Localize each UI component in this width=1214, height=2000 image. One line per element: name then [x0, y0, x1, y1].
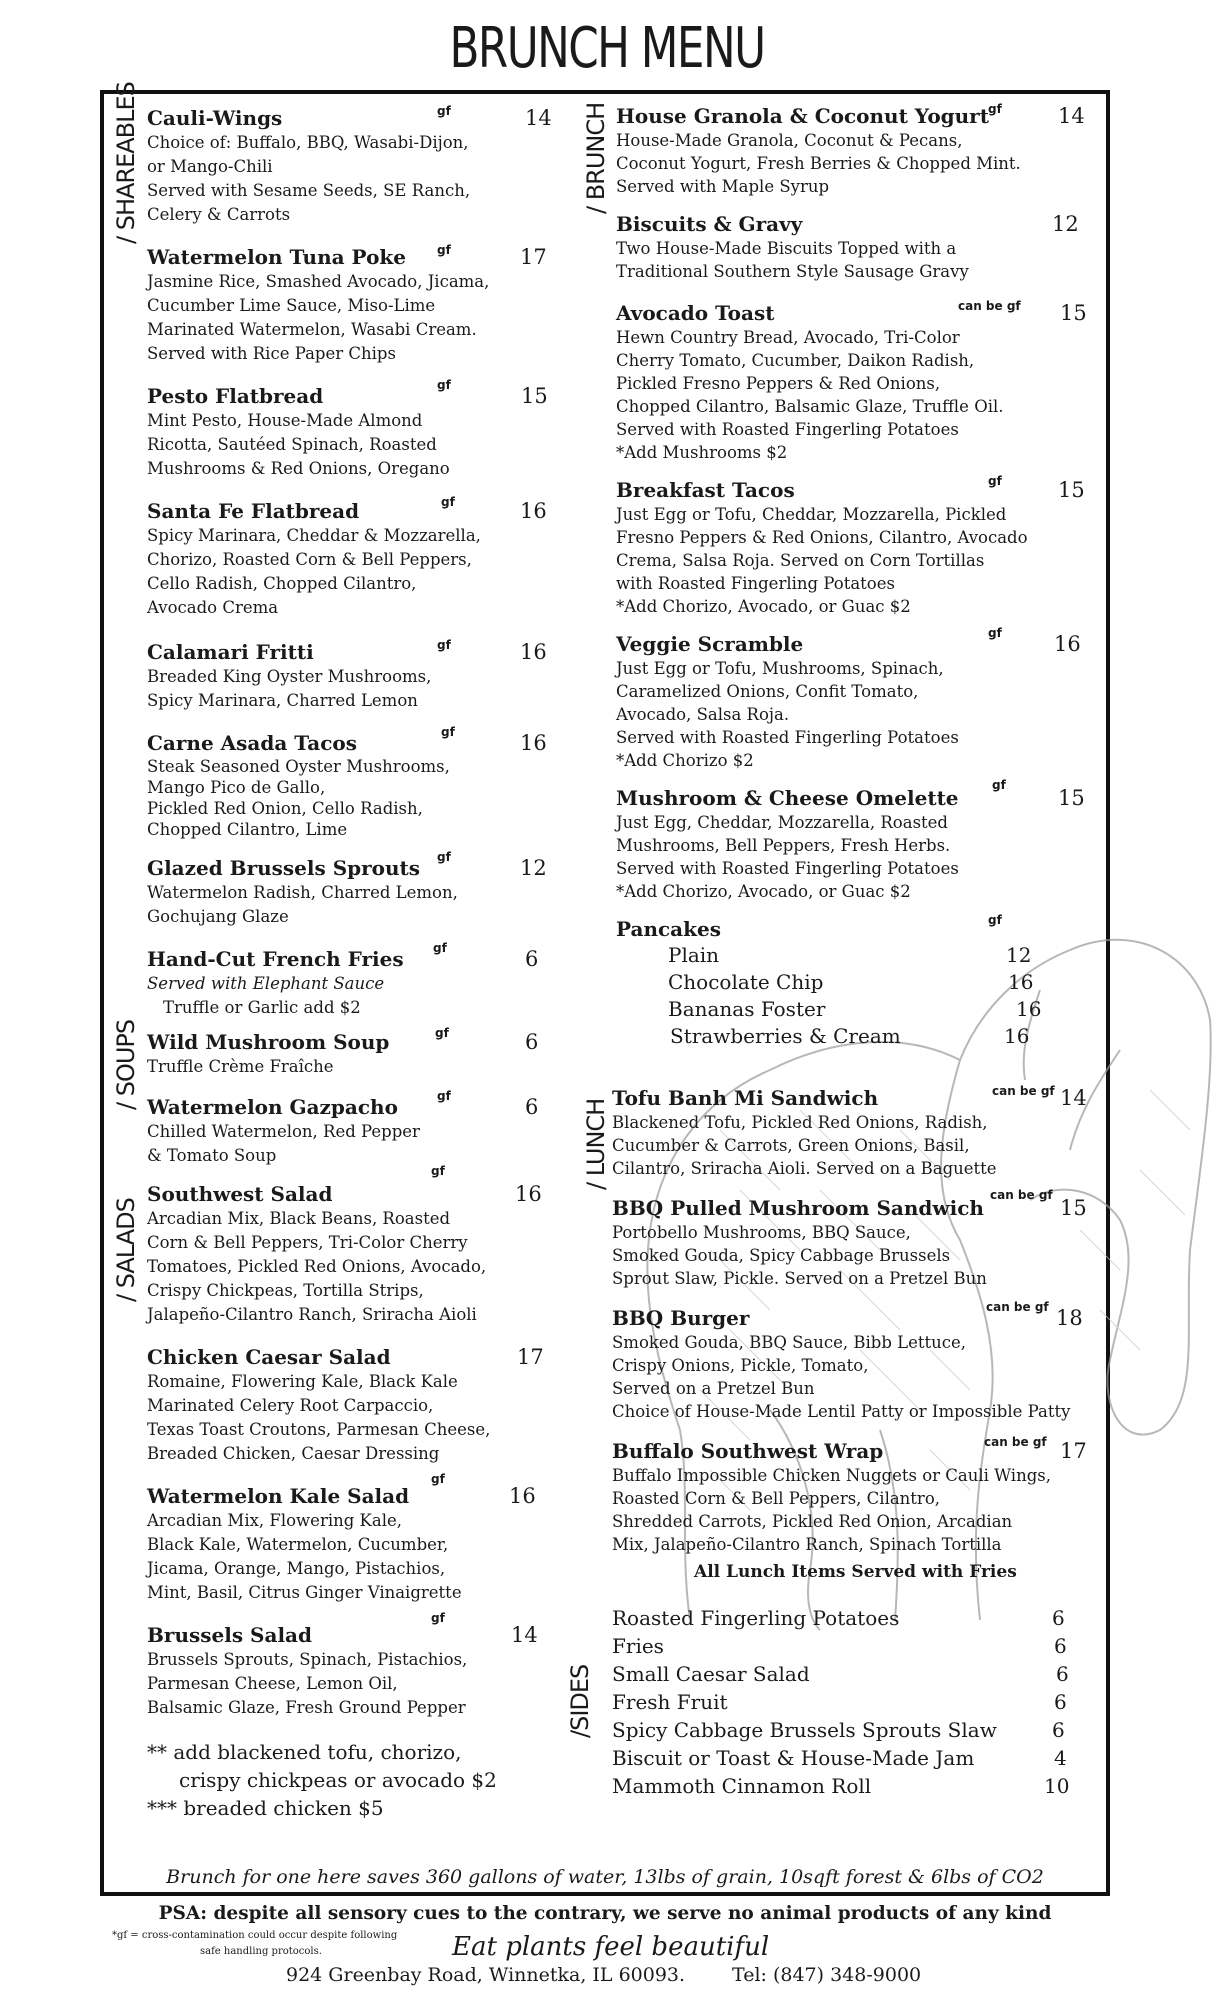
item-price: 14: [1060, 1086, 1087, 1110]
left-column: [147, 104, 552, 1822]
addon-line: *** breaded chicken $5: [147, 1796, 384, 1820]
side-item: [612, 1688, 1086, 1716]
gf-badge: gf: [435, 1026, 449, 1040]
gf-badge: can be gf: [984, 1435, 1047, 1449]
menu-item: [147, 495, 547, 620]
menu-item: [612, 1188, 1087, 1290]
item-price: 14: [511, 1623, 538, 1647]
menu-item: [147, 850, 547, 929]
pancake-label: Strawberries & Cream: [670, 1024, 901, 1048]
slogan: Eat plants feel beautiful: [452, 1932, 770, 1962]
item-name: Biscuits & Gravy: [616, 212, 803, 236]
item-price: 17: [517, 1345, 544, 1369]
menu-item: [147, 941, 547, 1020]
item-description: Arcadian Mix, Black Beans, Roasted Corn & Bell Peppers, Tri-Color Cherry Tomatoes, Pickled Red Onions, Avocado, Crispy Chickpeas, Tortilla Strips, Jalapeño-Cilantro Ranch, Sriracha Aioli: [147, 1209, 487, 1324]
gf-badge: gf: [441, 725, 455, 739]
savings-line: Brunch for one here saves 360 gallons of water, 13lbs of grain, 10sqft forest & 6lbs of CO2: [166, 1866, 1044, 1888]
addon-notes: [147, 1738, 547, 1822]
item-price: 15: [1058, 786, 1085, 810]
side-item: [612, 1604, 1086, 1632]
gf-badge: gf: [441, 495, 455, 509]
gf-badge: gf: [431, 1472, 445, 1486]
item-description: Served with Elephant Sauce: [147, 974, 385, 993]
item-price: 6: [525, 1030, 539, 1054]
side-label: Fresh Fruit: [612, 1690, 728, 1714]
menu-item: [616, 301, 1086, 464]
addon-line: ** add blackened tofu, chorizo,: [147, 1740, 462, 1764]
address: 924 Greenbay Road, Winnetka, IL 60093.: [286, 1964, 686, 1986]
side-label: Roasted Fingerling Potatoes: [612, 1606, 900, 1630]
item-name: Glazed Brussels Sprouts: [147, 856, 421, 880]
item-description: Truffle Crème Fraîche: [147, 1057, 334, 1076]
item-price: 16: [520, 731, 547, 755]
gf-badge: gf: [437, 1089, 451, 1103]
item-name: Avocado Toast: [616, 301, 775, 325]
gf-badge: can be gf: [986, 1300, 1049, 1314]
right-column: [612, 102, 1087, 1800]
pancake-price: 16: [1016, 997, 1042, 1021]
item-price: 14: [1058, 104, 1085, 128]
gf-badge: gf: [988, 102, 1002, 116]
section-label-soups: / SOUPS: [112, 1019, 140, 1110]
gf-badge: can be gf: [990, 1188, 1053, 1202]
side-price: 6: [1052, 1718, 1065, 1742]
side-item: [612, 1772, 1086, 1800]
item-price: 16: [520, 640, 547, 664]
gf-badge: gf: [988, 913, 1002, 927]
item-price: 15: [521, 384, 548, 408]
item-addon: Truffle or Garlic add $2: [163, 998, 361, 1017]
item-name: Watermelon Gazpacho: [147, 1095, 398, 1119]
gf-badge: gf: [988, 626, 1002, 640]
pancake-label: Chocolate Chip: [668, 970, 824, 994]
item-price: 17: [520, 245, 547, 269]
side-price: 10: [1044, 1774, 1070, 1798]
menu-item: [612, 1300, 1086, 1423]
item-description: Mint Pesto, House-Made Almond Ricotta, Sautéed Spinach, Roasted Mushrooms & Red Onions, Oregano: [147, 411, 450, 478]
item-price: 15: [1060, 301, 1087, 325]
item-description: Hewn Country Bread, Avocado, Tri-Color Cherry Tomato, Cucumber, Daikon Radish, Pickled Fresno Peppers & Red Onions, Chopped Cilantro, Balsamic Glaze, Truffle Oil. Served with Roasted Fingerling Potatoes *Add Mushrooms $2: [616, 328, 1004, 462]
item-name: Breakfast Tacos: [616, 478, 795, 502]
pancake-price: 16: [1004, 1024, 1030, 1048]
item-price: 16: [515, 1182, 542, 1206]
item-description: Blackened Tofu, Pickled Red Onions, Radish, Cucumber & Carrots, Green Onions, Basil, Cilantro, Sriracha Aioli. Served on a Baguette: [612, 1113, 997, 1178]
item-description: Jasmine Rice, Smashed Avocado, Jicama, Cucumber Lime Sauce, Miso-Lime Marinated Watermelon, Wasabi Cream. Served with Rice Paper Chips: [147, 272, 490, 363]
item-name: Watermelon Tuna Poke: [147, 245, 406, 269]
menu-title: BRUNCH MENU: [449, 16, 765, 81]
menu-item: [147, 1026, 547, 1079]
side-item: [612, 1716, 1086, 1744]
item-name: Southwest Salad: [147, 1182, 333, 1206]
phone: Tel: (847) 348-9000: [732, 1964, 922, 1986]
item-name: Pesto Flatbread: [147, 384, 324, 408]
pancake-price: 16: [1008, 970, 1034, 994]
section-label-salads: / SALADS: [112, 1198, 140, 1302]
item-price: 6: [525, 947, 539, 971]
item-price: 18: [1056, 1306, 1083, 1330]
pancake-label: Bananas Foster: [668, 997, 826, 1021]
item-price: 12: [1052, 212, 1079, 236]
pancake-price: 12: [1006, 943, 1032, 967]
item-description: Chilled Watermelon, Red Pepper & Tomato Soup: [147, 1122, 420, 1165]
side-label: Spicy Cabbage Brussels Sprouts Slaw: [612, 1718, 997, 1742]
side-label: Biscuit or Toast & House-Made Jam: [612, 1746, 975, 1770]
pancake-option: [616, 942, 1086, 969]
item-description: Breaded King Oyster Mushrooms, Spicy Marinara, Charred Lemon: [147, 667, 432, 710]
item-name: Mushroom & Cheese Omelette: [616, 786, 959, 810]
item-name: Tofu Banh Mi Sandwich: [612, 1086, 879, 1110]
pancake-label: Plain: [668, 943, 720, 967]
item-description: Portobello Mushrooms, BBQ Sauce, Smoked Gouda, Spicy Cabbage Brussels Sprout Slaw, Pickle. Served on a Pretzel Bun: [612, 1223, 987, 1288]
item-name: Calamari Fritti: [147, 640, 314, 664]
pancake-option: [616, 996, 1086, 1023]
item-name: BBQ Burger: [612, 1306, 750, 1330]
item-price: 16: [1054, 632, 1081, 656]
item-price: 6: [525, 1095, 539, 1119]
section-label-lunch: / LUNCH: [582, 1098, 610, 1190]
item-description: Just Egg, Cheddar, Mozzarella, Roasted Mushrooms, Bell Peppers, Fresh Herbs. Served with Roasted Fingerling Potatoes *Add Chorizo, Avocado, or Guac $2: [616, 813, 959, 901]
item-description: Steak Seasoned Oyster Mushrooms, Mango Pico de Gallo, Pickled Red Onion, Cello Radish, Chopped Cilantro, Lime: [147, 757, 450, 839]
addon-line: crispy chickpeas or avocado $2: [179, 1768, 497, 1792]
side-label: Small Caesar Salad: [612, 1662, 810, 1686]
item-price: 16: [509, 1484, 536, 1508]
menu-item: [616, 778, 1086, 903]
gf-badge: can be gf: [958, 299, 1021, 313]
item-name: Cauli-Wings: [147, 106, 283, 130]
menu-item: [147, 104, 552, 227]
side-price: 6: [1052, 1606, 1065, 1630]
item-description: Brussels Sprouts, Spinach, Pistachios, Parmesan Cheese, Lemon Oil, Balsamic Glaze, Fresh Ground Pepper: [147, 1650, 468, 1717]
menu-item: [147, 1611, 547, 1720]
gf-badge: gf: [431, 1164, 445, 1178]
item-description: Buffalo Impossible Chicken Nuggets or Cauli Wings, Roasted Corn & Bell Peppers, Cilantro, Shredded Carrots, Pickled Red Onion, Arcadian Mix, Jalapeño-Cilantro Ranch, Spinach Tortilla: [612, 1466, 1051, 1554]
side-label: Mammoth Cinnamon Roll: [612, 1774, 872, 1798]
side-item: [612, 1744, 1086, 1772]
item-description: Just Egg or Tofu, Mushrooms, Spinach, Caramelized Onions, Confit Tomato, Avocado, Salsa Roja. Served with Roasted Fingerling Potatoes *Add Chorizo $2: [616, 659, 959, 770]
gf-badge: gf: [437, 850, 451, 864]
item-name: Brussels Salad: [147, 1623, 312, 1647]
item-name: Santa Fe Flatbread: [147, 499, 360, 523]
gf-badge: gf: [433, 941, 447, 955]
gf-badge: gf: [437, 104, 451, 118]
pancake-option: [616, 969, 1086, 996]
menu-item: [147, 640, 547, 713]
section-label-sides: /SIDES: [566, 1664, 594, 1738]
lunch-section: [612, 1086, 1086, 1800]
item-name: Chicken Caesar Salad: [147, 1345, 391, 1369]
item-description: Romaine, Flowering Kale, Black Kale Marinated Celery Root Carpaccio, Texas Toast Croutons, Parmesan Cheese, Breaded Chicken, Caesar Dressing: [147, 1372, 491, 1463]
gf-badge: gf: [437, 243, 451, 257]
gf-disclaimer: safe handling protocols.: [200, 1946, 322, 1957]
item-name: Buffalo Southwest Wrap: [612, 1439, 884, 1463]
menu-item: [147, 1345, 547, 1466]
item-name: House Granola & Coconut Yogurt: [616, 104, 989, 128]
menu-item: [147, 245, 547, 366]
item-name: Carne Asada Tacos: [147, 731, 357, 755]
item-description: Two House-Made Biscuits Topped with a Traditional Southern Style Sausage Gravy: [616, 239, 969, 281]
side-label: Fries: [612, 1634, 664, 1658]
item-price: 17: [1060, 1439, 1087, 1463]
gf-badge: can be gf: [992, 1084, 1055, 1098]
side-price: 6: [1054, 1634, 1067, 1658]
side-item: [612, 1632, 1086, 1660]
gf-disclaimer: *gf = cross-contamination could occur despite following: [112, 1930, 398, 1941]
gf-badge: gf: [992, 778, 1006, 792]
menu-item: [616, 104, 1086, 198]
item-description: Smoked Gouda, BBQ Sauce, Bibb Lettuce, Crispy Onions, Pickle, Tomato, Served on a Pretzel Bun Choice of House-Made Lentil Patty or Impossible Patty: [612, 1333, 1071, 1421]
item-price: 14: [525, 106, 552, 130]
psa-line: PSA: despite all sensory cues to the contrary, we serve no animal products of any kind: [158, 1903, 1052, 1924]
menu-item: [147, 1089, 547, 1168]
side-price: 6: [1056, 1662, 1069, 1686]
item-name: Watermelon Kale Salad: [147, 1484, 410, 1508]
item-description: Choice of: Buffalo, BBQ, Wasabi-Dijon, or Mango-Chili Served with Sesame Seeds, SE Ranch, Celery & Carrots: [147, 133, 471, 224]
menu-item: [147, 725, 547, 840]
menu-item: [147, 1164, 547, 1327]
side-price: 4: [1054, 1746, 1067, 1770]
menu-item: [612, 1086, 1086, 1180]
item-description: Just Egg or Tofu, Cheddar, Mozzarella, Pickled Fresno Peppers & Red Onions, Cilantro, Avocado Crema, Salsa Roja. Served on Corn Tortillas with Roasted Fingerling Potatoes *Add Chorizo, Avocado, or Guac $2: [616, 505, 1028, 616]
pancake-option: [616, 1023, 1086, 1050]
item-name: Veggie Scramble: [616, 632, 804, 656]
section-label-brunch: / BRUNCH: [582, 102, 610, 214]
sides-list: [612, 1604, 1086, 1800]
item-description: House-Made Granola, Coconut & Pecans, Coconut Yogurt, Fresh Berries & Chopped Mint. Served with Maple Syrup: [616, 131, 1021, 196]
item-name: Hand-Cut French Fries: [147, 947, 404, 971]
side-price: 6: [1054, 1690, 1067, 1714]
menu-item: [616, 212, 1086, 283]
item-description: Arcadian Mix, Flowering Kale, Black Kale, Watermelon, Cucumber, Jicama, Orange, Mango, Pistachios, Mint, Basil, Citrus Ginger Vinaigrette: [147, 1511, 462, 1602]
menu-item: [147, 378, 548, 481]
menu-item: [612, 1435, 1087, 1556]
item-name: Wild Mushroom Soup: [147, 1030, 390, 1054]
item-name: Pancakes: [616, 917, 721, 941]
lunch-note: All Lunch Items Served with Fries: [694, 1562, 1017, 1582]
item-price: 15: [1058, 478, 1085, 502]
item-price: 15: [1060, 1196, 1087, 1220]
item-name: BBQ Pulled Mushroom Sandwich: [612, 1196, 984, 1220]
item-price: 16: [520, 499, 547, 523]
menu-item: [147, 1472, 547, 1605]
item-description: Spicy Marinara, Cheddar & Mozzarella, Chorizo, Roasted Corn & Bell Peppers, Cello Radish, Chopped Cilantro, Avocado Crema: [147, 526, 481, 617]
pancakes-item: [616, 913, 1086, 1050]
section-label-shareables: / SHAREABLES: [112, 82, 140, 244]
gf-badge: gf: [437, 378, 451, 392]
side-item: [612, 1660, 1086, 1688]
menu-item: [616, 474, 1086, 618]
gf-badge: gf: [437, 638, 451, 652]
menu-item: [616, 626, 1086, 772]
gf-badge: gf: [988, 474, 1002, 488]
item-description: Watermelon Radish, Charred Lemon, Gochujang Glaze: [147, 883, 458, 926]
gf-badge: gf: [431, 1611, 445, 1625]
item-price: 12: [520, 856, 547, 880]
